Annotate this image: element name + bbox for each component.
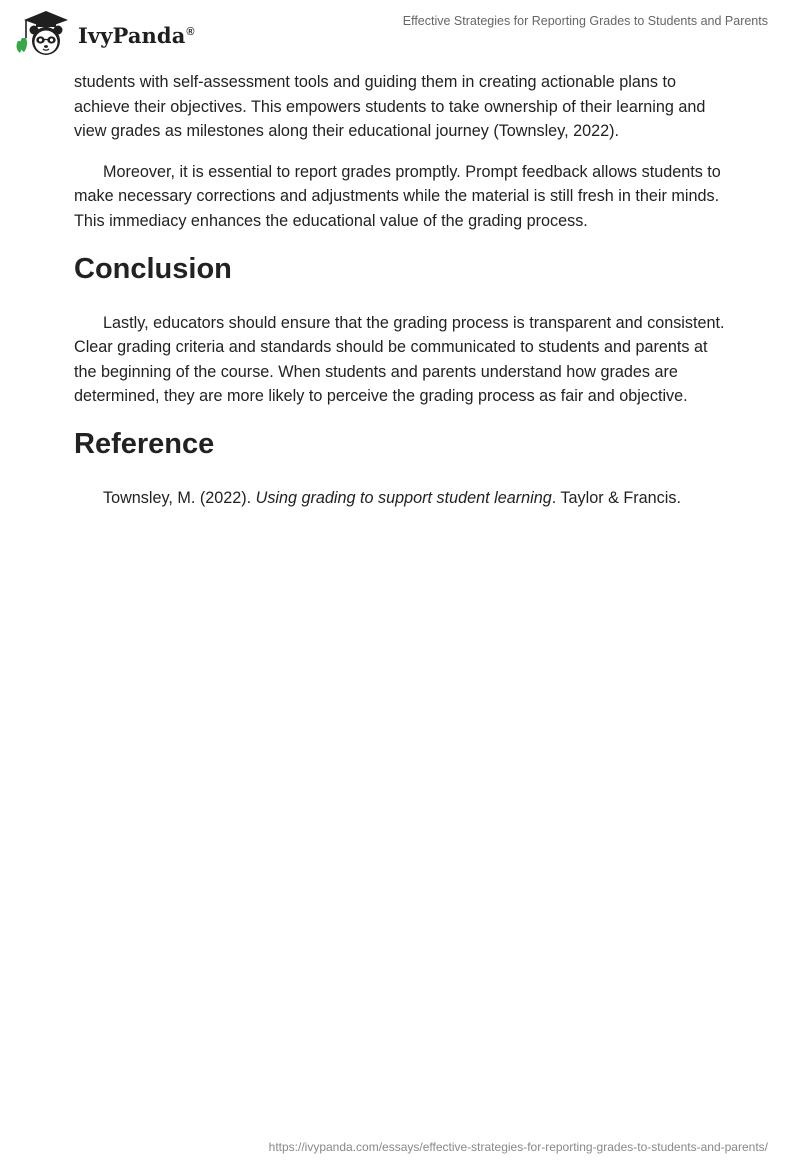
reference-entry — [74, 486, 734, 511]
reference-publisher: . Taylor & Francis. — [551, 488, 681, 507]
reference-heading: Reference — [74, 427, 215, 460]
brand-logo[interactable] — [14, 8, 195, 58]
reference-title: Using grading to support student learning — [255, 488, 552, 507]
body-paragraph-2: Moreover, it is essential to report grades promptly. Prompt feedback allows students to make necessary corrections and adjustments while the material is still fresh in their minds. This immediacy enhances the educational value of the grading process. — [74, 162, 721, 230]
footer-url[interactable]: https://ivypanda.com/essays/effective-strategies-for-reporting-grades-to-students-and-parents/ — [268, 1140, 768, 1154]
registered-mark: ® — [186, 25, 195, 38]
brand-name: IvyPanda® — [78, 22, 195, 48]
panda-graduation-cap-icon — [14, 8, 72, 58]
page-header — [0, 0, 800, 64]
conclusion-heading: Conclusion — [74, 252, 232, 285]
body-paragraph-1: students with self-assessment tools and guiding them in creating actionable plans to achieve their objectives. This empowers students to take ownership of their learning and view grades as milestones along their educational journey (Townsley, 2022). — [74, 73, 706, 141]
essay-content — [74, 70, 734, 511]
document-title: Effective Strategies for Reporting Grades to Students and Parents — [402, 14, 768, 28]
reference-authors-year: Townsley, M. (2022). — [103, 488, 256, 507]
conclusion-paragraph: Lastly, educators should ensure that the grading process is transparent and consistent. Clear grading criteria and standards should be communicated to students and parents at the beginning of the course. When students and parents understand how grades are determined, they are more likely to perceive the grading process as fair and objective. — [74, 313, 725, 406]
